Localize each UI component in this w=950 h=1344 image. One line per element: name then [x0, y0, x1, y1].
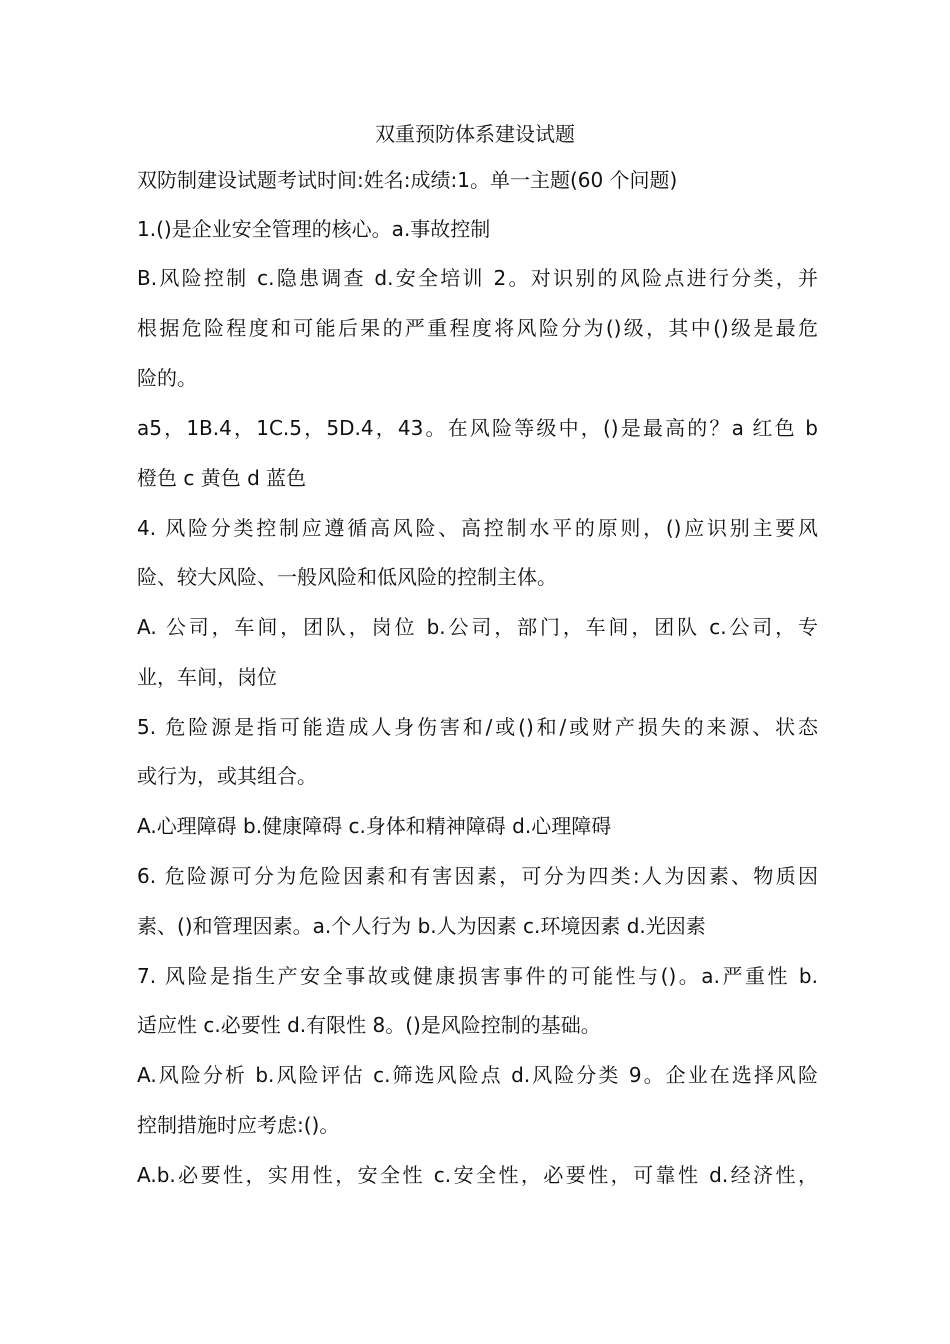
text-line: B.风险控制 c.隐患调查 d.安全培训 2。对识别的风险点进行分类，并 — [137, 266, 818, 290]
text-line: 6. 危险源可分为危险因素和有害因素，可分为四类:人为因素、物质因 — [137, 864, 818, 888]
document-title: 双重预防体系建设试题 — [375, 122, 575, 146]
text-line: 7. 风险是指生产安全事故或健康损害事件的可能性与()。a.严重性 b. — [137, 964, 818, 988]
text-line: 1.()是企业安全管理的核心。a.事故控制 — [137, 217, 491, 241]
text-line: 控制措施时应考虑:()。 — [137, 1113, 340, 1137]
text-line: 适应性 c.必要性 d.有限性 8。()是风险控制的基础。 — [137, 1013, 601, 1037]
text-line: a5，1B.4，1C.5，5D.4，43。在风险等级中，()是最高的？a 红色 b — [137, 416, 818, 440]
text-line: 橙色 c 黄色 d 蓝色 — [137, 466, 307, 490]
text-line: 业，车间，岗位 — [137, 665, 277, 689]
text-line: 险、较大风险、一般风险和低风险的控制主体。 — [137, 565, 557, 589]
text-line: 双防制建设试题考试时间:姓名:成绩:1。单一主题(60 个问题) — [137, 168, 678, 192]
text-line: A.b.必要性，实用性，安全性 c.安全性，必要性，可靠性 d.经济性， — [137, 1163, 818, 1187]
text-line: 素、()和管理因素。a.个人行为 b.人为因素 c.环境因素 d.光因素 — [137, 914, 706, 938]
text-line: A.风险分析 b.风险评估 c.筛选风险点 d.风险分类 9。企业在选择风险 — [137, 1063, 818, 1087]
text-line: 或行为，或其组合。 — [137, 764, 317, 788]
text-line: 根据危险程度和可能后果的严重程度将风险分为()级，其中()级是最危 — [137, 316, 818, 340]
text-line: A. 公司，车间，团队，岗位 b.公司，部门，车间，团队 c.公司，专 — [137, 615, 818, 639]
text-line: 4. 风险分类控制应遵循高风险、高控制水平的原则，()应识别主要风 — [137, 516, 818, 540]
text-line: 险的。 — [137, 366, 197, 390]
text-line: 5. 危险源是指可能造成人身伤害和/或()和/或财产损失的来源、状态 — [137, 715, 818, 739]
text-line: A.心理障碍 b.健康障碍 c.身体和精神障碍 d.心理障碍 — [137, 814, 612, 838]
